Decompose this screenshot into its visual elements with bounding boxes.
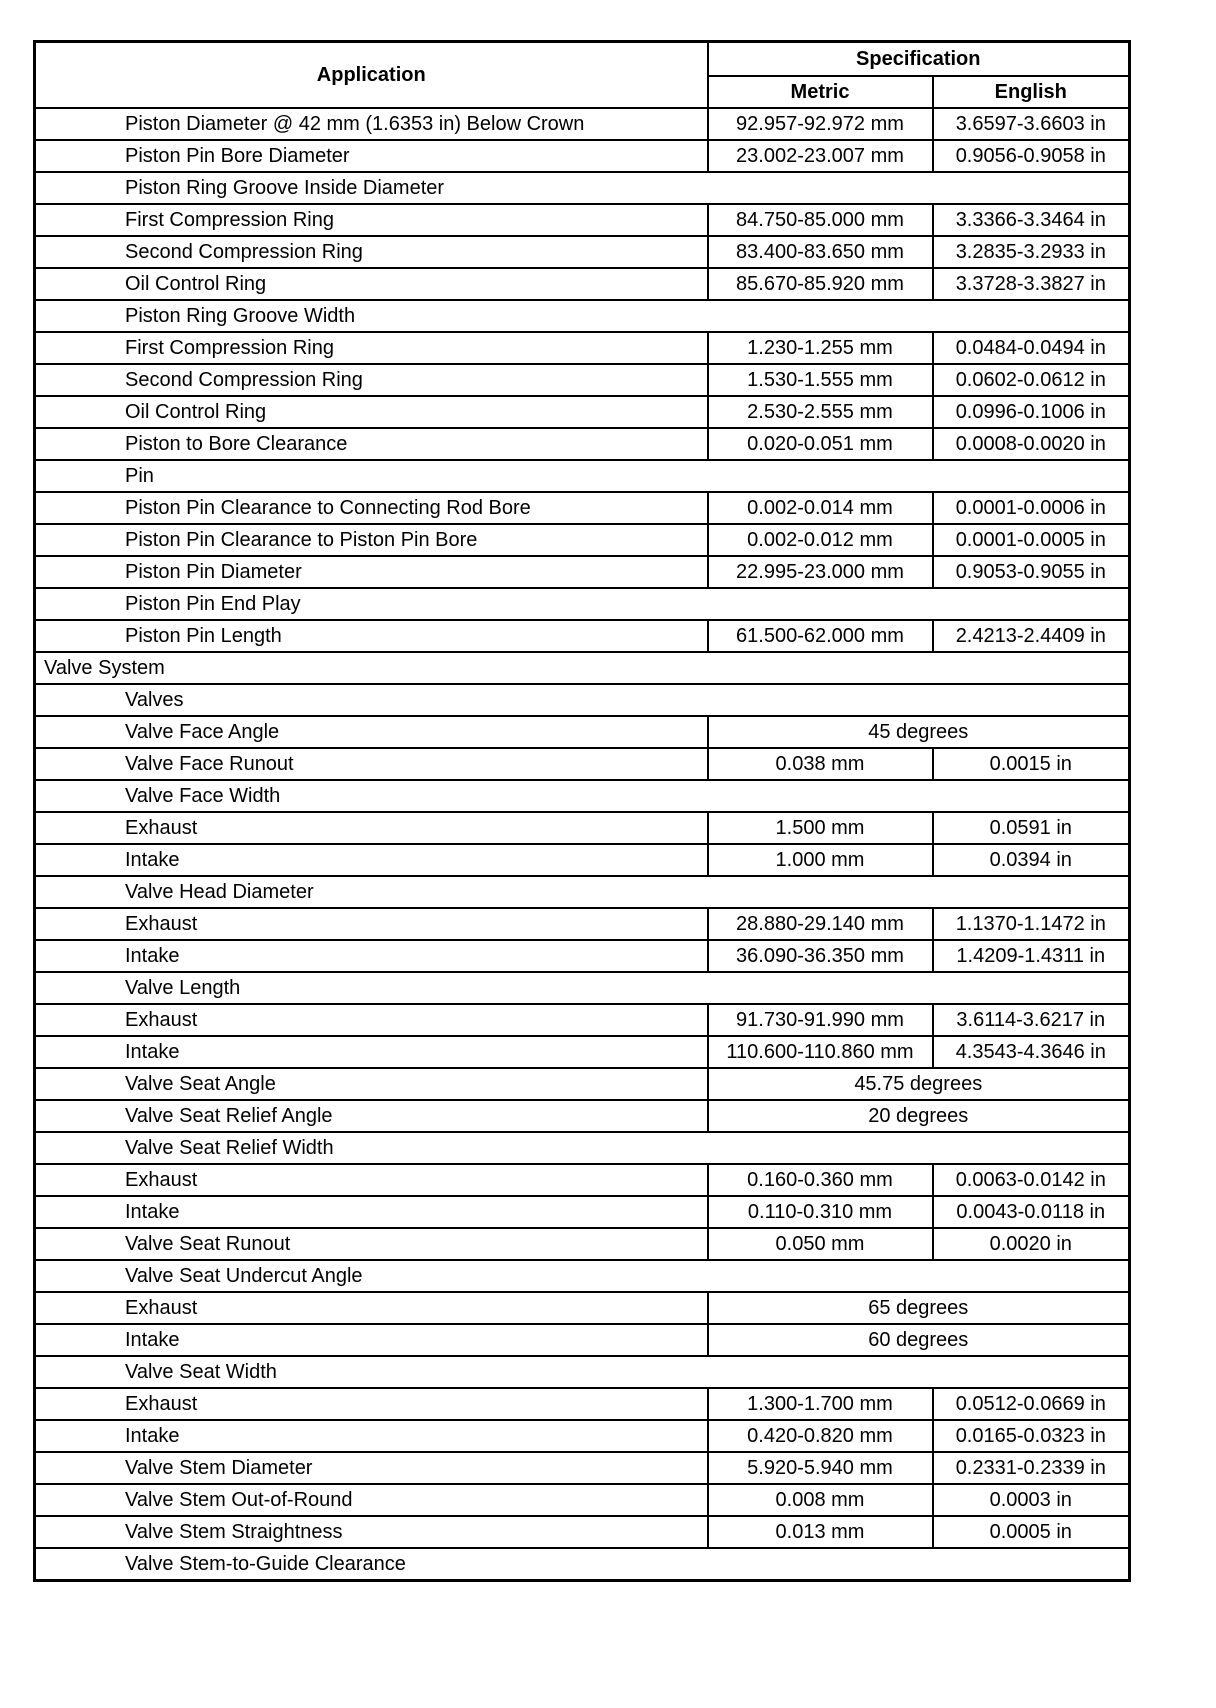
metric-cell: 0.420-0.820 mm <box>708 1420 933 1452</box>
application-cell: Valve Stem Diameter <box>35 1452 708 1484</box>
table-row <box>35 652 1130 684</box>
application-cell: Piston to Bore Clearance <box>35 428 708 460</box>
english-cell: 3.2835-3.2933 in <box>933 236 1130 268</box>
specification-header: Specification <box>708 42 1130 77</box>
application-cell: Piston Ring Groove Width <box>35 300 1130 332</box>
table-row <box>35 204 1130 236</box>
application-cell: First Compression Ring <box>35 332 708 364</box>
application-cell: Exhaust <box>35 1292 708 1324</box>
english-cell: 4.3543-4.3646 in <box>933 1036 1130 1068</box>
application-cell: Valve Seat Width <box>35 1356 1130 1388</box>
application-header: Application <box>35 42 708 109</box>
application-cell: Piston Pin Length <box>35 620 708 652</box>
table-row <box>35 812 1130 844</box>
english-header: English <box>933 76 1130 108</box>
table-row <box>35 1420 1130 1452</box>
table-row <box>35 460 1130 492</box>
english-cell: 0.0003 in <box>933 1484 1130 1516</box>
english-cell: 3.6597-3.6603 in <box>933 108 1130 140</box>
application-cell: First Compression Ring <box>35 204 708 236</box>
table-row <box>35 940 1130 972</box>
metric-cell: 1.500 mm <box>708 812 933 844</box>
table-row <box>35 396 1130 428</box>
english-cell: 0.0043-0.0118 in <box>933 1196 1130 1228</box>
application-cell: Valve Face Angle <box>35 716 708 748</box>
metric-cell: 83.400-83.650 mm <box>708 236 933 268</box>
table-row <box>35 556 1130 588</box>
english-cell: 0.0996-0.1006 in <box>933 396 1130 428</box>
application-cell: Valve Head Diameter <box>35 876 1130 908</box>
table-row <box>35 1548 1130 1581</box>
spec-merged-cell: 45 degrees <box>708 716 1130 748</box>
english-cell: 0.9056-0.9058 in <box>933 140 1130 172</box>
application-cell: Valve Stem-to-Guide Clearance <box>35 1548 1130 1581</box>
table-row <box>35 1036 1130 1068</box>
english-cell: 2.4213-2.4409 in <box>933 620 1130 652</box>
table-row <box>35 908 1130 940</box>
metric-cell: 0.013 mm <box>708 1516 933 1548</box>
application-cell: Valve Stem Straightness <box>35 1516 708 1548</box>
table-row <box>35 876 1130 908</box>
metric-cell: 91.730-91.990 mm <box>708 1004 933 1036</box>
application-cell: Valves <box>35 684 1130 716</box>
table-row <box>35 716 1130 748</box>
english-cell: 1.1370-1.1472 in <box>933 908 1130 940</box>
table-row <box>35 972 1130 1004</box>
application-cell: Exhaust <box>35 1388 708 1420</box>
metric-cell: 0.008 mm <box>708 1484 933 1516</box>
metric-cell: 1.530-1.555 mm <box>708 364 933 396</box>
table-row <box>35 780 1130 812</box>
spec-merged-cell: 20 degrees <box>708 1100 1130 1132</box>
table-row <box>35 748 1130 780</box>
english-cell: 0.0512-0.0669 in <box>933 1388 1130 1420</box>
application-cell: Piston Pin Bore Diameter <box>35 140 708 172</box>
application-cell: Exhaust <box>35 1004 708 1036</box>
table-row <box>35 684 1130 716</box>
metric-cell: 110.600-110.860 mm <box>708 1036 933 1068</box>
english-cell: 0.2331-0.2339 in <box>933 1452 1130 1484</box>
table-row <box>35 332 1130 364</box>
table-row <box>35 300 1130 332</box>
metric-cell: 5.920-5.940 mm <box>708 1452 933 1484</box>
table-row <box>35 1356 1130 1388</box>
application-cell: Exhaust <box>35 908 708 940</box>
application-cell: Intake <box>35 940 708 972</box>
table-row <box>35 1324 1130 1356</box>
metric-cell: 0.050 mm <box>708 1228 933 1260</box>
application-cell: Intake <box>35 1420 708 1452</box>
metric-cell: 0.020-0.051 mm <box>708 428 933 460</box>
table-row <box>35 588 1130 620</box>
specification-table <box>33 40 1131 1582</box>
table-row <box>35 1164 1130 1196</box>
table-row <box>35 1260 1130 1292</box>
spec-merged-cell: 65 degrees <box>708 1292 1130 1324</box>
table-row <box>35 1516 1130 1548</box>
table-row <box>35 428 1130 460</box>
english-cell: 0.9053-0.9055 in <box>933 556 1130 588</box>
table-row <box>35 1484 1130 1516</box>
metric-cell: 22.995-23.000 mm <box>708 556 933 588</box>
english-cell: 3.6114-3.6217 in <box>933 1004 1130 1036</box>
metric-cell: 28.880-29.140 mm <box>708 908 933 940</box>
application-cell: Valve Stem Out-of-Round <box>35 1484 708 1516</box>
metric-cell: 0.038 mm <box>708 748 933 780</box>
metric-cell: 0.002-0.014 mm <box>708 492 933 524</box>
metric-cell: 92.957-92.972 mm <box>708 108 933 140</box>
english-cell: 0.0015 in <box>933 748 1130 780</box>
application-cell: Valve Seat Angle <box>35 1068 708 1100</box>
table-row <box>35 524 1130 556</box>
application-cell: Piston Pin Clearance to Connecting Rod Bore <box>35 492 708 524</box>
table-row <box>35 1196 1130 1228</box>
application-cell: Oil Control Ring <box>35 268 708 300</box>
metric-cell: 85.670-85.920 mm <box>708 268 933 300</box>
metric-cell: 0.002-0.012 mm <box>708 524 933 556</box>
application-cell: Valve Seat Relief Width <box>35 1132 1130 1164</box>
spec-merged-cell: 60 degrees <box>708 1324 1130 1356</box>
english-cell: 0.0602-0.0612 in <box>933 364 1130 396</box>
table-row <box>35 620 1130 652</box>
application-cell: Intake <box>35 844 708 876</box>
header-row-1 <box>35 42 1130 77</box>
application-cell: Valve Seat Relief Angle <box>35 1100 708 1132</box>
table-row <box>35 172 1130 204</box>
english-cell: 0.0020 in <box>933 1228 1130 1260</box>
metric-cell: 36.090-36.350 mm <box>708 940 933 972</box>
metric-cell: 2.530-2.555 mm <box>708 396 933 428</box>
application-cell: Intake <box>35 1036 708 1068</box>
metric-cell: 1.000 mm <box>708 844 933 876</box>
table-row <box>35 1452 1130 1484</box>
english-cell: 0.0001-0.0005 in <box>933 524 1130 556</box>
application-cell: Valve Seat Runout <box>35 1228 708 1260</box>
table-row <box>35 236 1130 268</box>
english-cell: 0.0005 in <box>933 1516 1130 1548</box>
application-cell: Second Compression Ring <box>35 236 708 268</box>
application-cell: Second Compression Ring <box>35 364 708 396</box>
application-cell: Piston Pin Diameter <box>35 556 708 588</box>
metric-cell: 23.002-23.007 mm <box>708 140 933 172</box>
application-cell: Exhaust <box>35 1164 708 1196</box>
table-row <box>35 492 1130 524</box>
english-cell: 3.3728-3.3827 in <box>933 268 1130 300</box>
english-cell: 0.0008-0.0020 in <box>933 428 1130 460</box>
table-row <box>35 844 1130 876</box>
table-row <box>35 268 1130 300</box>
application-cell: Exhaust <box>35 812 708 844</box>
english-cell: 0.0001-0.0006 in <box>933 492 1130 524</box>
metric-cell: 84.750-85.000 mm <box>708 204 933 236</box>
metric-cell: 0.160-0.360 mm <box>708 1164 933 1196</box>
metric-cell: 61.500-62.000 mm <box>708 620 933 652</box>
application-cell: Valve Seat Undercut Angle <box>35 1260 1130 1292</box>
table-row <box>35 1292 1130 1324</box>
spec-merged-cell: 45.75 degrees <box>708 1068 1130 1100</box>
application-cell: Piston Diameter @ 42 mm (1.6353 in) Below Crown <box>35 108 708 140</box>
table-row <box>35 1100 1130 1132</box>
table-row <box>35 140 1130 172</box>
application-cell: Pin <box>35 460 1130 492</box>
english-cell: 0.0484-0.0494 in <box>933 332 1130 364</box>
application-cell: Piston Pin End Play <box>35 588 1130 620</box>
metric-cell: 1.230-1.255 mm <box>708 332 933 364</box>
metric-header: Metric <box>708 76 933 108</box>
application-cell: Intake <box>35 1196 708 1228</box>
table-row <box>35 1132 1130 1164</box>
table-row <box>35 1004 1130 1036</box>
table-row <box>35 108 1130 140</box>
application-cell: Valve Face Width <box>35 780 1130 812</box>
table-row <box>35 1068 1130 1100</box>
english-cell: 0.0394 in <box>933 844 1130 876</box>
application-cell: Intake <box>35 1324 708 1356</box>
application-cell: Oil Control Ring <box>35 396 708 428</box>
table-body <box>35 108 1130 1581</box>
metric-cell: 0.110-0.310 mm <box>708 1196 933 1228</box>
application-cell: Valve Length <box>35 972 1130 1004</box>
english-cell: 0.0063-0.0142 in <box>933 1164 1130 1196</box>
english-cell: 1.4209-1.4311 in <box>933 940 1130 972</box>
metric-cell: 1.300-1.700 mm <box>708 1388 933 1420</box>
english-cell: 0.0165-0.0323 in <box>933 1420 1130 1452</box>
table-row <box>35 364 1130 396</box>
english-cell: 0.0591 in <box>933 812 1130 844</box>
application-cell: Valve Face Runout <box>35 748 708 780</box>
application-cell: Piston Pin Clearance to Piston Pin Bore <box>35 524 708 556</box>
english-cell: 3.3366-3.3464 in <box>933 204 1130 236</box>
table-row <box>35 1228 1130 1260</box>
application-cell: Piston Ring Groove Inside Diameter <box>35 172 1130 204</box>
table-row <box>35 1388 1130 1420</box>
application-cell: Valve System <box>35 652 1130 684</box>
